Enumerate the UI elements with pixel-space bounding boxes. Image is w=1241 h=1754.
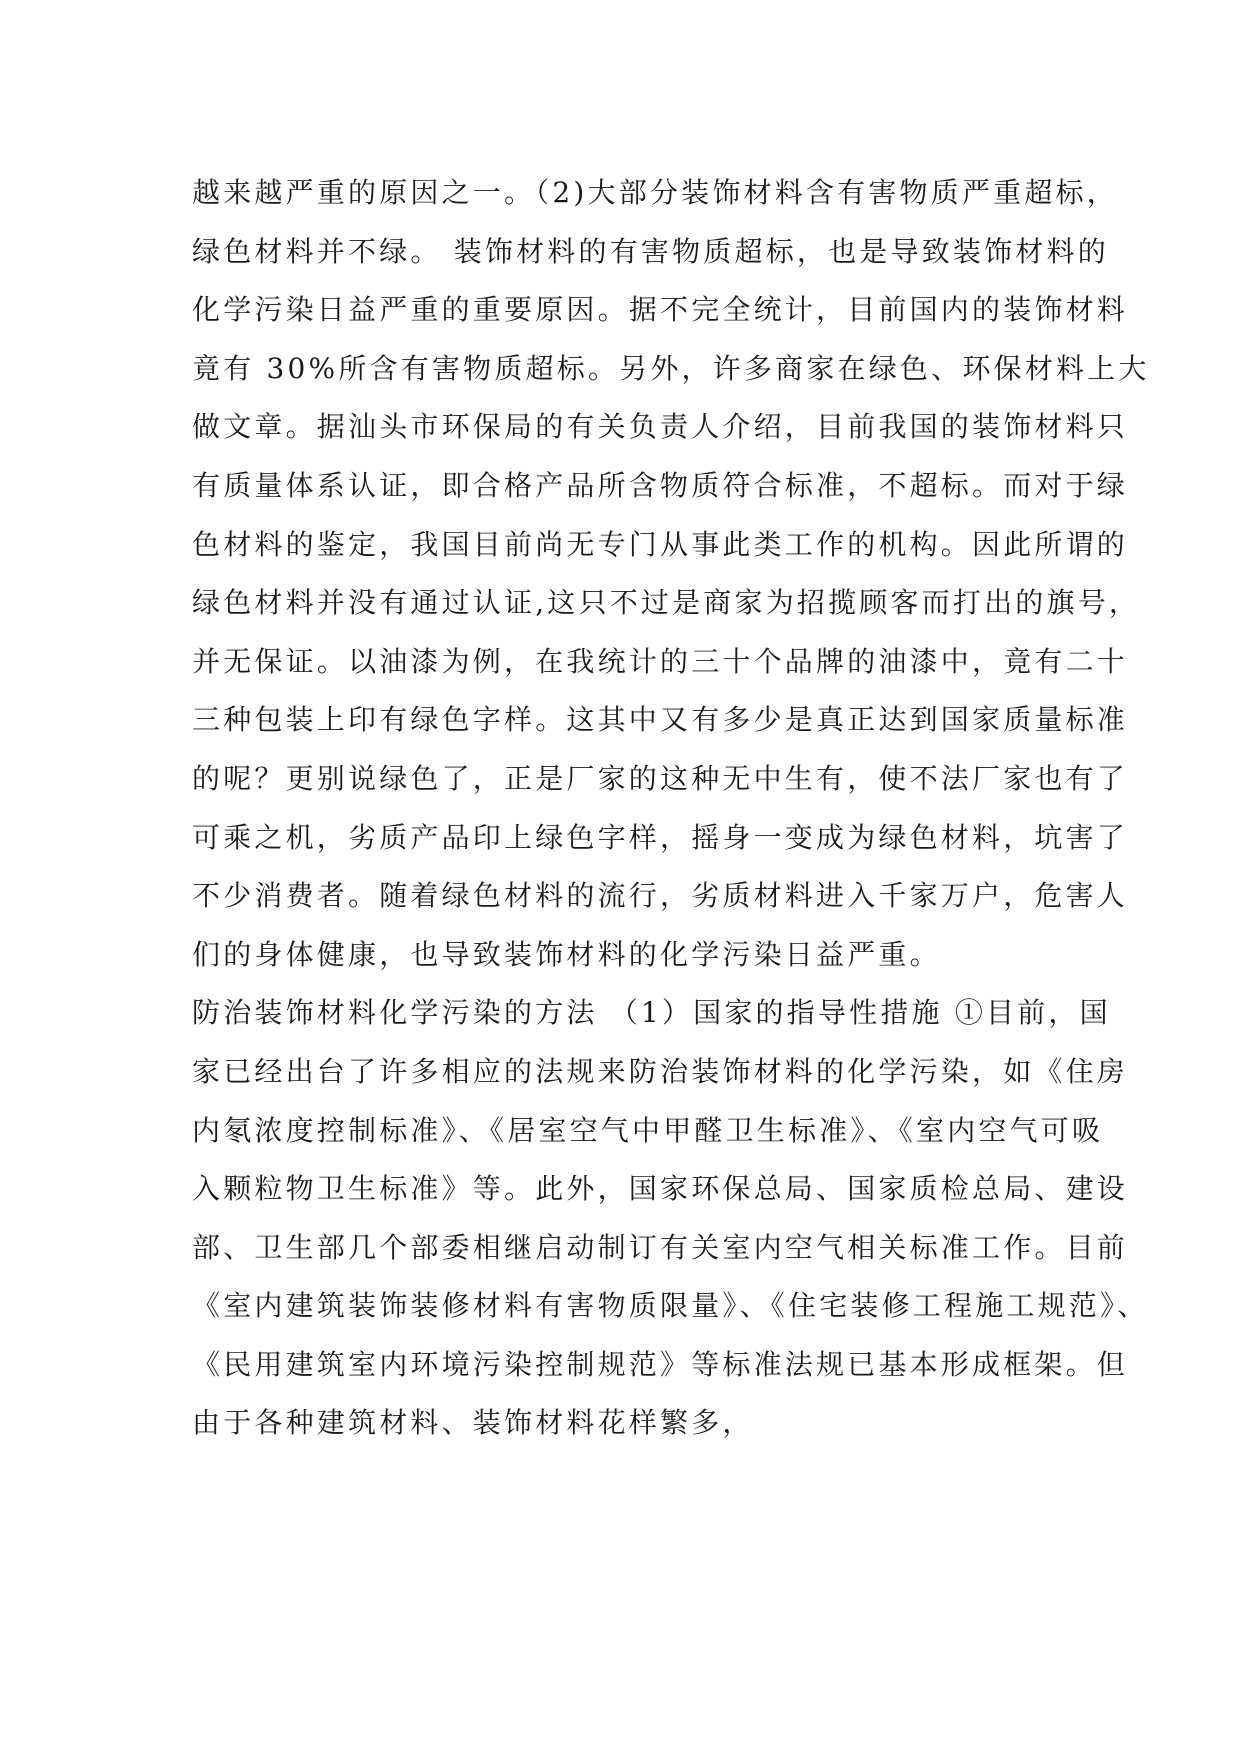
body-text	[192, 164, 1150, 1453]
section-heading-line: 防治装饰材料化学污染的方法 （1）国家的指导性措施 ①目前，国	[192, 996, 1111, 1030]
text-line: 化学污染日益严重的重要原因。据不完全统计，目前国内的装饰材料	[192, 293, 1129, 327]
text-line: 竟有 30%所含有害物质超标。另外，许多商家在绿色、环保材料上大	[192, 351, 1150, 385]
text-line: 的呢？更别说绿色了，正是厂家的这种无中生有，使不法厂家也有了	[192, 761, 1129, 795]
text-line: 《室内建筑装饰装修材料有害物质限量》、《住宅装修工程施工规范》、	[192, 1289, 1149, 1323]
text-line: 不少消费者。随着绿色材料的流行，劣质材料进入千家万户，危害人	[192, 879, 1129, 913]
text-line: 绿色材料并不绿。 装饰材料的有害物质超标，也是导致装饰材料的	[192, 234, 1109, 268]
text-line: 《民用建筑室内环境污染控制规范》等标准法规已基本形成框架。但	[192, 1347, 1129, 1381]
text-line: 们的身体健康，也导致装饰材料的化学污染日益严重。	[192, 937, 941, 971]
text-line: 越来越严重的原因之一。（2)大部分装饰材料含有害物质严重超标，	[192, 176, 1118, 209]
text-line: 可乘之机，劣质产品印上绿色字样，摇身一变成为绿色材料，坑害了	[192, 820, 1129, 854]
text-line: 入颗粒物卫生标准》等。此外，国家环保总局、国家质检总局、建设	[192, 1172, 1129, 1206]
text-line: 家已经出台了许多相应的法规来防治装饰材料的化学污染，如《住房	[192, 1054, 1129, 1088]
text-line: 由于各种建筑材料、装饰材料花样繁多，	[192, 1406, 754, 1440]
text-line: 内氡浓度控制标准》、《居室空气中甲醛卫生标准》、《室内空气可吸	[192, 1113, 1104, 1147]
text-line: 做文章。据汕头市环保局的有关负责人介绍，目前我国的装饰材料只	[192, 410, 1129, 444]
text-line: 色材料的鉴定，我国目前尚无专门从事此类工作的机构。因此所谓的	[192, 527, 1129, 561]
text-line: 并无保证。以油漆为例，在我统计的三十个品牌的油漆中，竟有二十	[192, 644, 1129, 678]
text-line: 部、卫生部几个部委相继启动制订有关室内空气相关标准工作。目前	[192, 1230, 1129, 1264]
text-line: 有质量体系认证，即合格产品所含物质符合标准，不超标。而对于绿	[192, 468, 1129, 502]
text-line: 三种包装上印有绿色字样。这其中又有多少是真正达到国家质量标准	[192, 703, 1129, 737]
text-line: 绿色材料并没有通过认证,这只不过是商家为招揽顾客而打出的旗号，	[192, 586, 1141, 620]
